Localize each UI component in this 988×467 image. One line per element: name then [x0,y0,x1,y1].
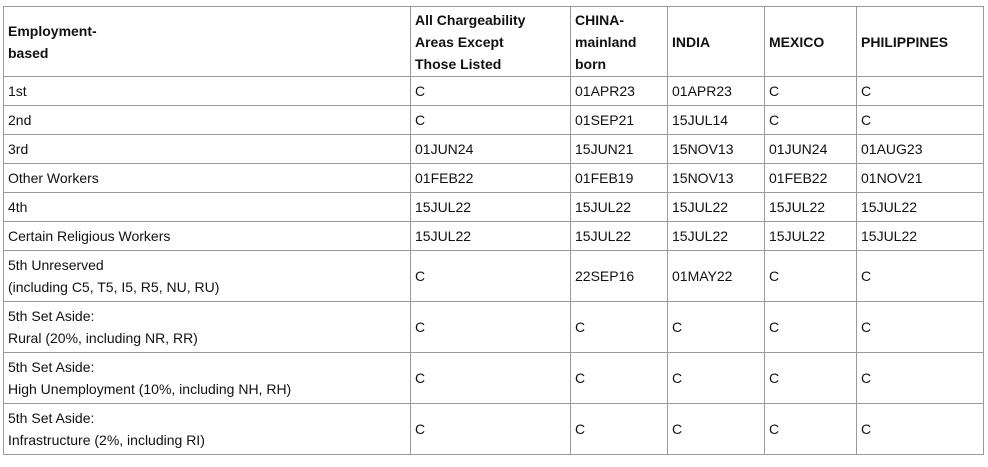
table-cell: 01APR23 [571,77,668,106]
table-row [4,193,984,222]
table-row [4,222,984,251]
table-cell: 15JUL22 [857,222,984,251]
row-label [4,193,411,222]
table-cell: C [765,77,857,106]
table-row [4,353,984,404]
row-label-text: 3rd [8,141,29,157]
table-cell: 01NOV21 [857,164,984,193]
header-text: based [8,44,49,61]
row-label-text: 2nd [8,112,32,128]
header-india [668,7,765,77]
table-cell: 01FEB19 [571,164,668,193]
table-cell: C [668,302,765,353]
table-cell: C [411,353,571,404]
header-text: All Chargeability [415,11,526,28]
row-label [4,251,411,302]
table-cell: 15JUL22 [571,222,668,251]
row-label-text: 5th Set Aside: [8,308,95,324]
header-mexico [765,7,857,77]
header-text: MEXICO [769,33,825,50]
row-label-text: 5th Unreserved [8,257,104,273]
table-cell: 01FEB22 [765,164,857,193]
table-cell: C [765,404,857,455]
table-cell: C [411,251,571,302]
row-label [4,222,411,251]
table-cell: C [668,404,765,455]
row-label-text: 5th Set Aside: [8,359,95,375]
header-row [4,7,984,77]
table-cell: C [857,251,984,302]
table-cell: C [857,404,984,455]
table-row [4,106,984,135]
table-cell: C [765,251,857,302]
table-cell: C [765,302,857,353]
row-label-text: 1st [8,83,27,99]
table-cell: 22SEP16 [571,251,668,302]
visa-bulletin-table [3,6,984,455]
header-text: born [575,55,607,72]
table-cell: 15JUL22 [765,222,857,251]
table-cell: 01JUN24 [411,135,571,164]
table-cell: C [411,106,571,135]
header-text: Employment- [8,22,97,39]
table-cell: C [571,353,668,404]
row-label-text: 4th [8,199,28,215]
table-cell: 01AUG23 [857,135,984,164]
table-cell: 15JUL22 [857,193,984,222]
table-cell: 15JUL22 [411,193,571,222]
table-cell: 15NOV13 [668,135,765,164]
header-text: mainland [575,33,637,50]
table-cell: 15JUL22 [571,193,668,222]
table-cell: 15JUN21 [571,135,668,164]
table-cell: 01SEP21 [571,106,668,135]
table-cell: 15NOV13 [668,164,765,193]
row-label [4,353,411,404]
table-cell: 01JUN24 [765,135,857,164]
table-row [4,404,984,455]
table-cell: C [765,106,857,135]
table-cell: C [857,106,984,135]
table-row [4,251,984,302]
header-employment-based [4,7,411,77]
row-label [4,302,411,353]
table-cell: 01MAY22 [668,251,765,302]
table-cell: 15JUL22 [668,222,765,251]
header-text: INDIA [672,33,711,50]
header-all-chargeability [411,7,571,77]
table-row [4,164,984,193]
table-cell: C [411,302,571,353]
header-china [571,7,668,77]
table-cell: C [857,302,984,353]
table-cell: C [411,404,571,455]
table-cell: 15JUL22 [668,193,765,222]
table-cell: C [411,77,571,106]
table-row [4,302,984,353]
table-cell: C [765,353,857,404]
table-cell: 01FEB22 [411,164,571,193]
row-label-text: (including C5, T5, I5, R5, NU, RU) [8,279,220,295]
row-label-text: High Unemployment (10%, including NH, RH) [8,381,292,397]
table-cell: 15JUL22 [411,222,571,251]
row-label-text: Certain Religious Workers [8,228,171,244]
header-philippines [857,7,984,77]
table-cell: C [857,77,984,106]
table-cell: C [857,353,984,404]
header-text: Those Listed [415,55,502,72]
row-label-text: 5th Set Aside: [8,410,95,426]
header-text: PHILIPPINES [861,33,949,50]
row-label-text: Other Workers [8,170,99,186]
row-label [4,164,411,193]
row-label [4,77,411,106]
row-label-text: Infrastructure (2%, including RI) [8,432,205,448]
table-cell: 15JUL22 [765,193,857,222]
table-row [4,77,984,106]
table-cell: 01APR23 [668,77,765,106]
header-text: Areas Except [415,33,504,50]
table-cell: C [571,404,668,455]
table-cell: 15JUL14 [668,106,765,135]
row-label [4,404,411,455]
table-row [4,135,984,164]
row-label-text: Rural (20%, including NR, RR) [8,330,198,346]
header-text: CHINA- [575,11,624,28]
row-label [4,135,411,164]
table-cell: C [668,353,765,404]
row-label [4,106,411,135]
table-cell: C [571,302,668,353]
